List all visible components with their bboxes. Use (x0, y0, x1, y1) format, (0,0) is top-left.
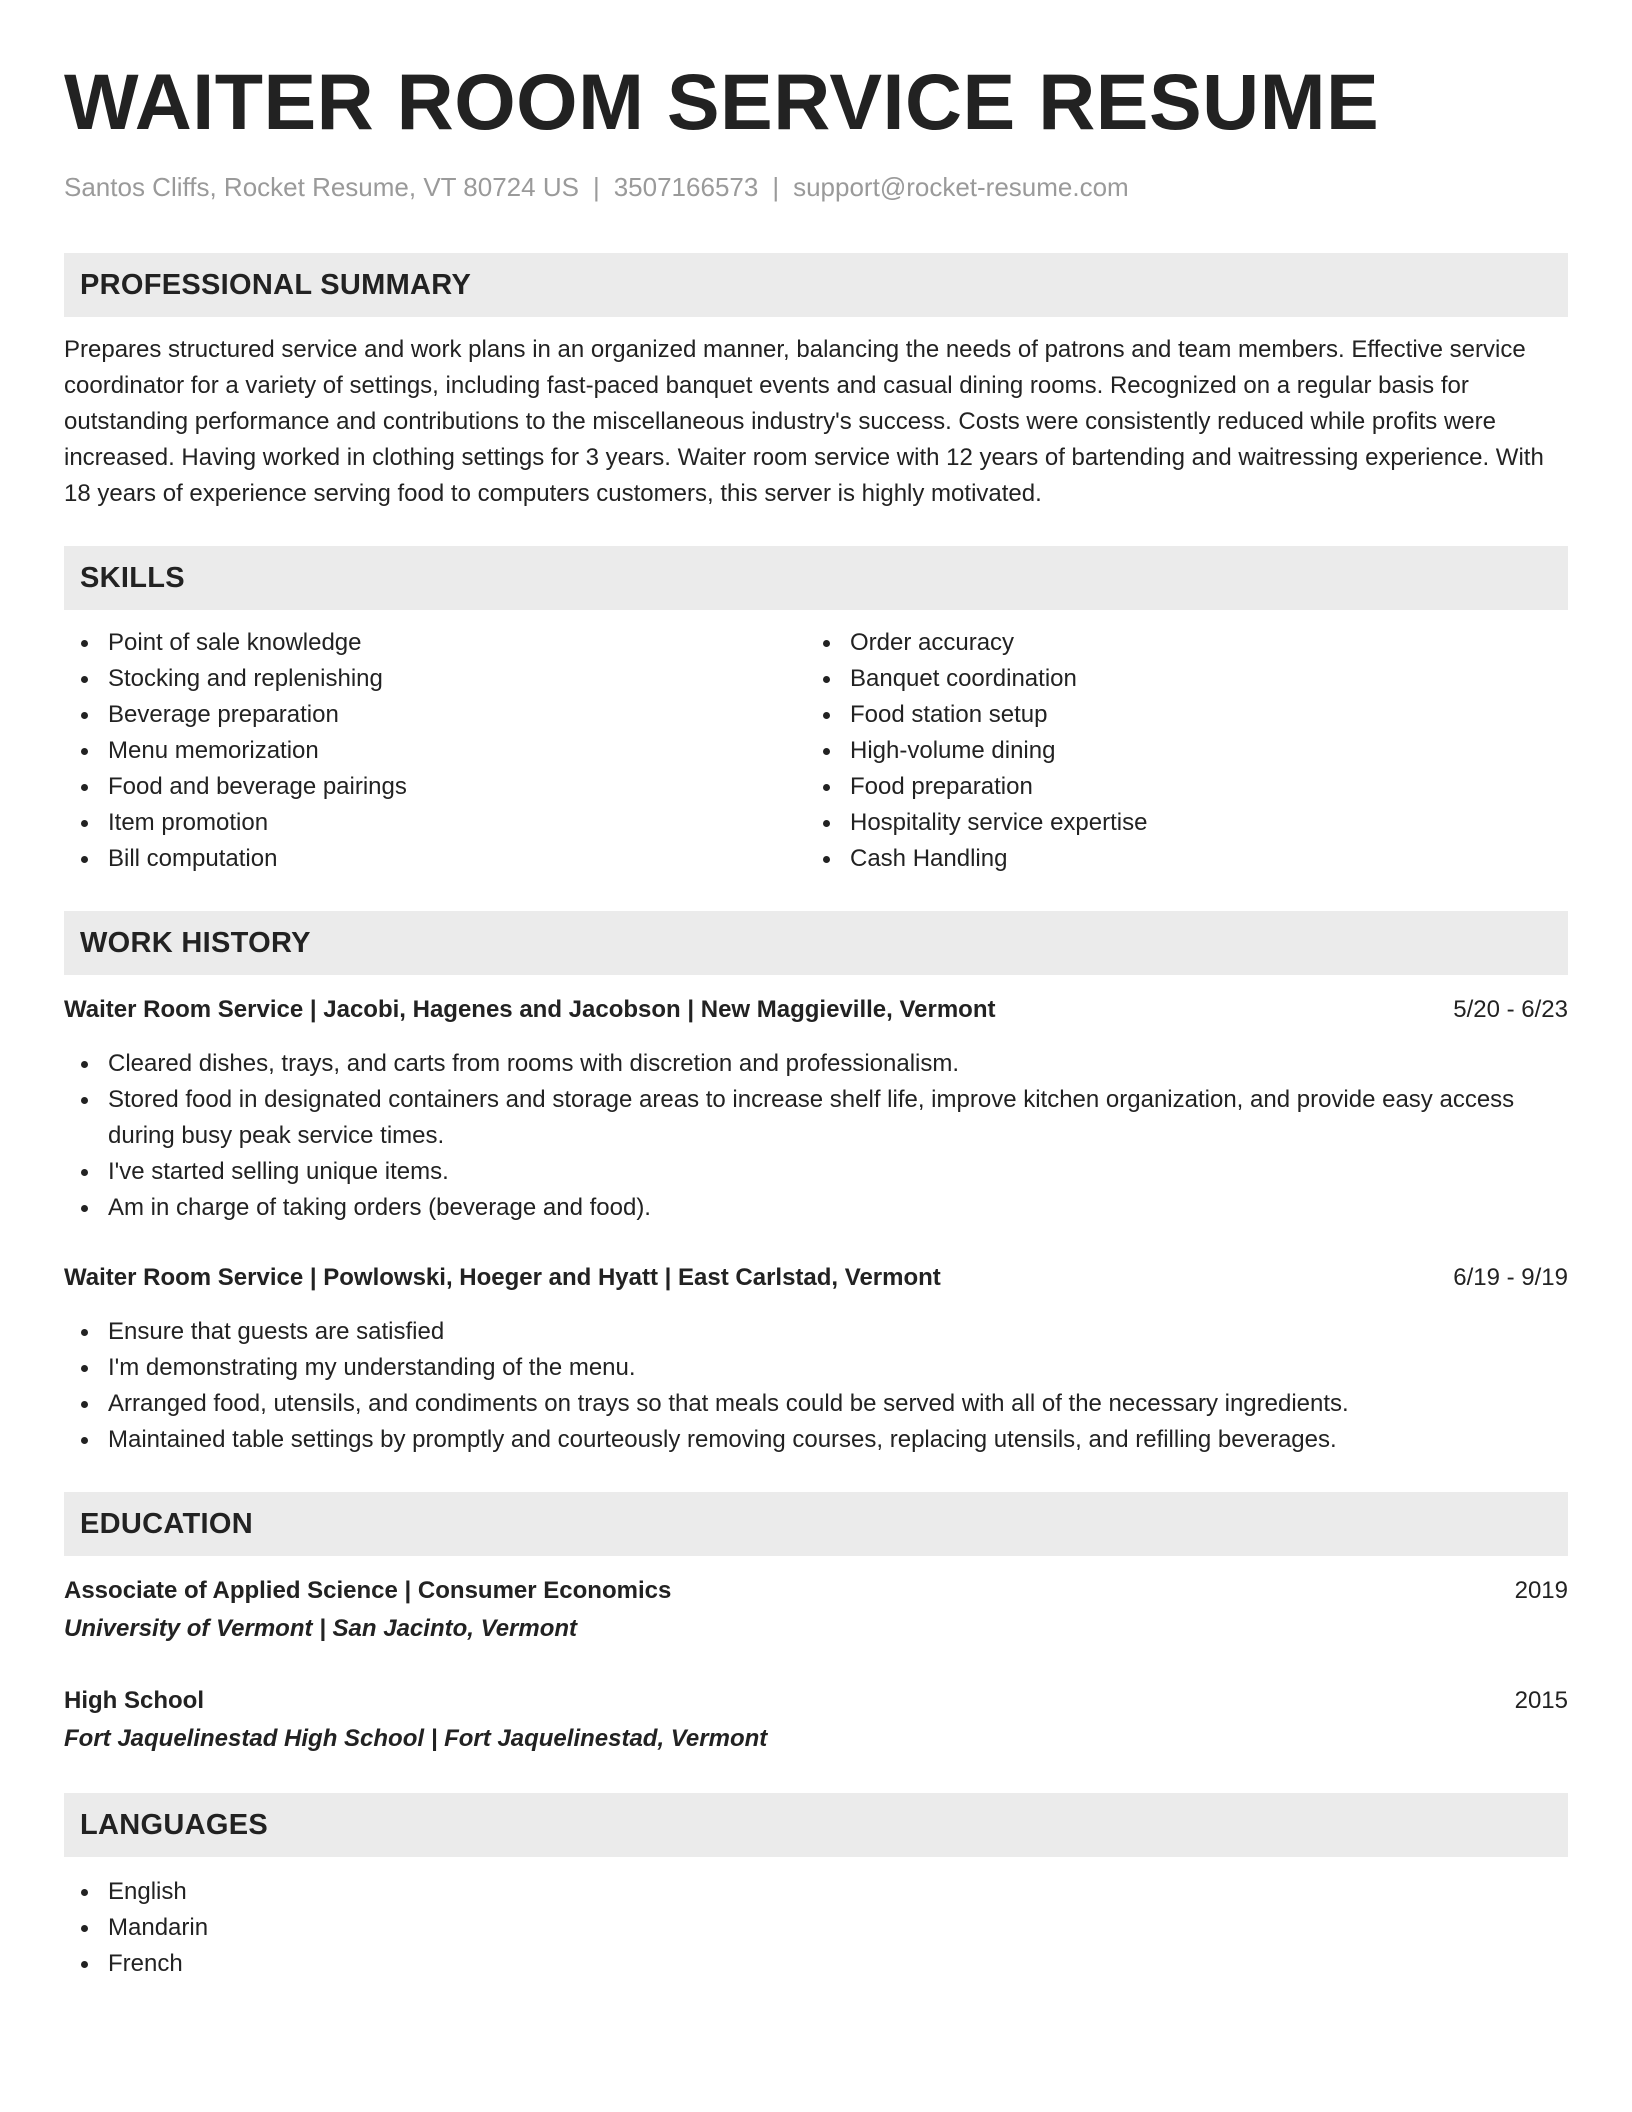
graduation-year: 2019 (1514, 1577, 1568, 1604)
degree-title: High School (64, 1687, 204, 1714)
skills-column-left (64, 625, 806, 877)
work-entry (64, 1260, 1568, 1458)
skill-item: Item promotion (64, 805, 806, 841)
education-entry-header (64, 1683, 1568, 1719)
resume-title: WAITER ROOM SERVICE RESUME (64, 57, 1380, 146)
section-heading-work-history: WORK HISTORY (64, 911, 1568, 975)
education-entry-header (64, 1573, 1568, 1609)
work-entry (64, 992, 1568, 1226)
job-duties (64, 1046, 1568, 1226)
work-entry-header (64, 992, 1568, 1028)
job-dates: 6/19 - 9/19 (1453, 1264, 1568, 1291)
skill-item: Bill computation (64, 841, 806, 877)
contact-separator: | (772, 172, 780, 202)
contact-email: support@rocket-resume.com (793, 172, 1129, 202)
contact-phone: 3507166573 (613, 172, 759, 202)
job-duties (64, 1314, 1568, 1458)
languages-list (64, 1874, 1568, 1982)
skills-column-right (806, 625, 1548, 877)
language-item: French (64, 1946, 1568, 1982)
job-dates: 5/20 - 6/23 (1453, 996, 1568, 1023)
language-item: Mandarin (64, 1910, 1568, 1946)
education-entry (64, 1683, 1568, 1759)
job-duty: Ensure that guests are satisfied (64, 1314, 1568, 1350)
job-duty: I've started selling unique items. (64, 1154, 1568, 1190)
section-heading-skills: SKILLS (64, 546, 1568, 610)
skill-item: Food preparation (806, 769, 1548, 805)
education-entry (64, 1573, 1568, 1649)
skill-item: Beverage preparation (64, 697, 806, 733)
job-duty: Cleared dishes, trays, and carts from rooms with discretion and professionalism. (64, 1046, 1568, 1082)
job-duty: Am in charge of taking orders (beverage and food). (64, 1190, 1568, 1226)
skill-item: Cash Handling (806, 841, 1548, 877)
contact-line (64, 170, 1568, 204)
skill-item: Stocking and replenishing (64, 661, 806, 697)
job-title: Waiter Room Service | Powlowski, Hoeger and Hyatt | East Carlstad, Vermont (64, 1264, 941, 1291)
job-duty: Stored food in designated containers and storage areas to increase shelf life, improve kitchen organization, and provide easy access during busy peak service times. (64, 1082, 1568, 1154)
section-heading-languages: LANGUAGES (64, 1793, 1568, 1857)
skills-list (64, 625, 1568, 877)
school-name: University of Vermont | San Jacinto, Vermont (64, 1615, 578, 1642)
summary-text: Prepares structured service and work plans in an organized manner, balancing the needs of patrons and team members. Effective service coordinator for a variety of settings, including fast-paced banquet events and casual dining rooms. Recognized on a regular basis for outstanding performance and contributions to the miscellaneous industry's success. Costs were consistently reduced while profits were increased. Having worked in clothing settings for 3 years. Waiter room service with 12 years of bartending and waitressing experience. With 18 years of experience serving food to computers customers, this server is highly motivated. (64, 336, 1544, 507)
language-item: English (64, 1874, 1568, 1910)
job-duty: I'm demonstrating my understanding of the menu. (64, 1350, 1568, 1386)
skill-item: Food station setup (806, 697, 1548, 733)
job-duty: Maintained table settings by promptly and courteously removing courses, replacing utensils, and refilling beverages. (64, 1422, 1568, 1458)
section-heading-summary: PROFESSIONAL SUMMARY (64, 253, 1568, 317)
job-duty: Arranged food, utensils, and condiments on trays so that meals could be served with all of the necessary ingredients. (64, 1386, 1568, 1422)
degree-title: Associate of Applied Science | Consumer Economics (64, 1577, 672, 1604)
school-name: Fort Jaquelinestad High School | Fort Jaquelinestad, Vermont (64, 1725, 768, 1752)
skill-item: Point of sale knowledge (64, 625, 806, 661)
skill-item: High-volume dining (806, 733, 1548, 769)
skill-item: Banquet coordination (806, 661, 1548, 697)
section-heading-education: EDUCATION (64, 1492, 1568, 1556)
skill-item: Hospitality service expertise (806, 805, 1548, 841)
work-entry-header (64, 1260, 1568, 1296)
contact-separator: | (592, 172, 600, 202)
contact-address: Santos Cliffs, Rocket Resume, VT 80724 US (64, 172, 579, 202)
graduation-year: 2015 (1514, 1687, 1568, 1714)
job-title: Waiter Room Service | Jacobi, Hagenes and Jacobson | New Maggieville, Vermont (64, 996, 996, 1023)
skill-item: Order accuracy (806, 625, 1548, 661)
skill-item: Food and beverage pairings (64, 769, 806, 805)
skill-item: Menu memorization (64, 733, 806, 769)
